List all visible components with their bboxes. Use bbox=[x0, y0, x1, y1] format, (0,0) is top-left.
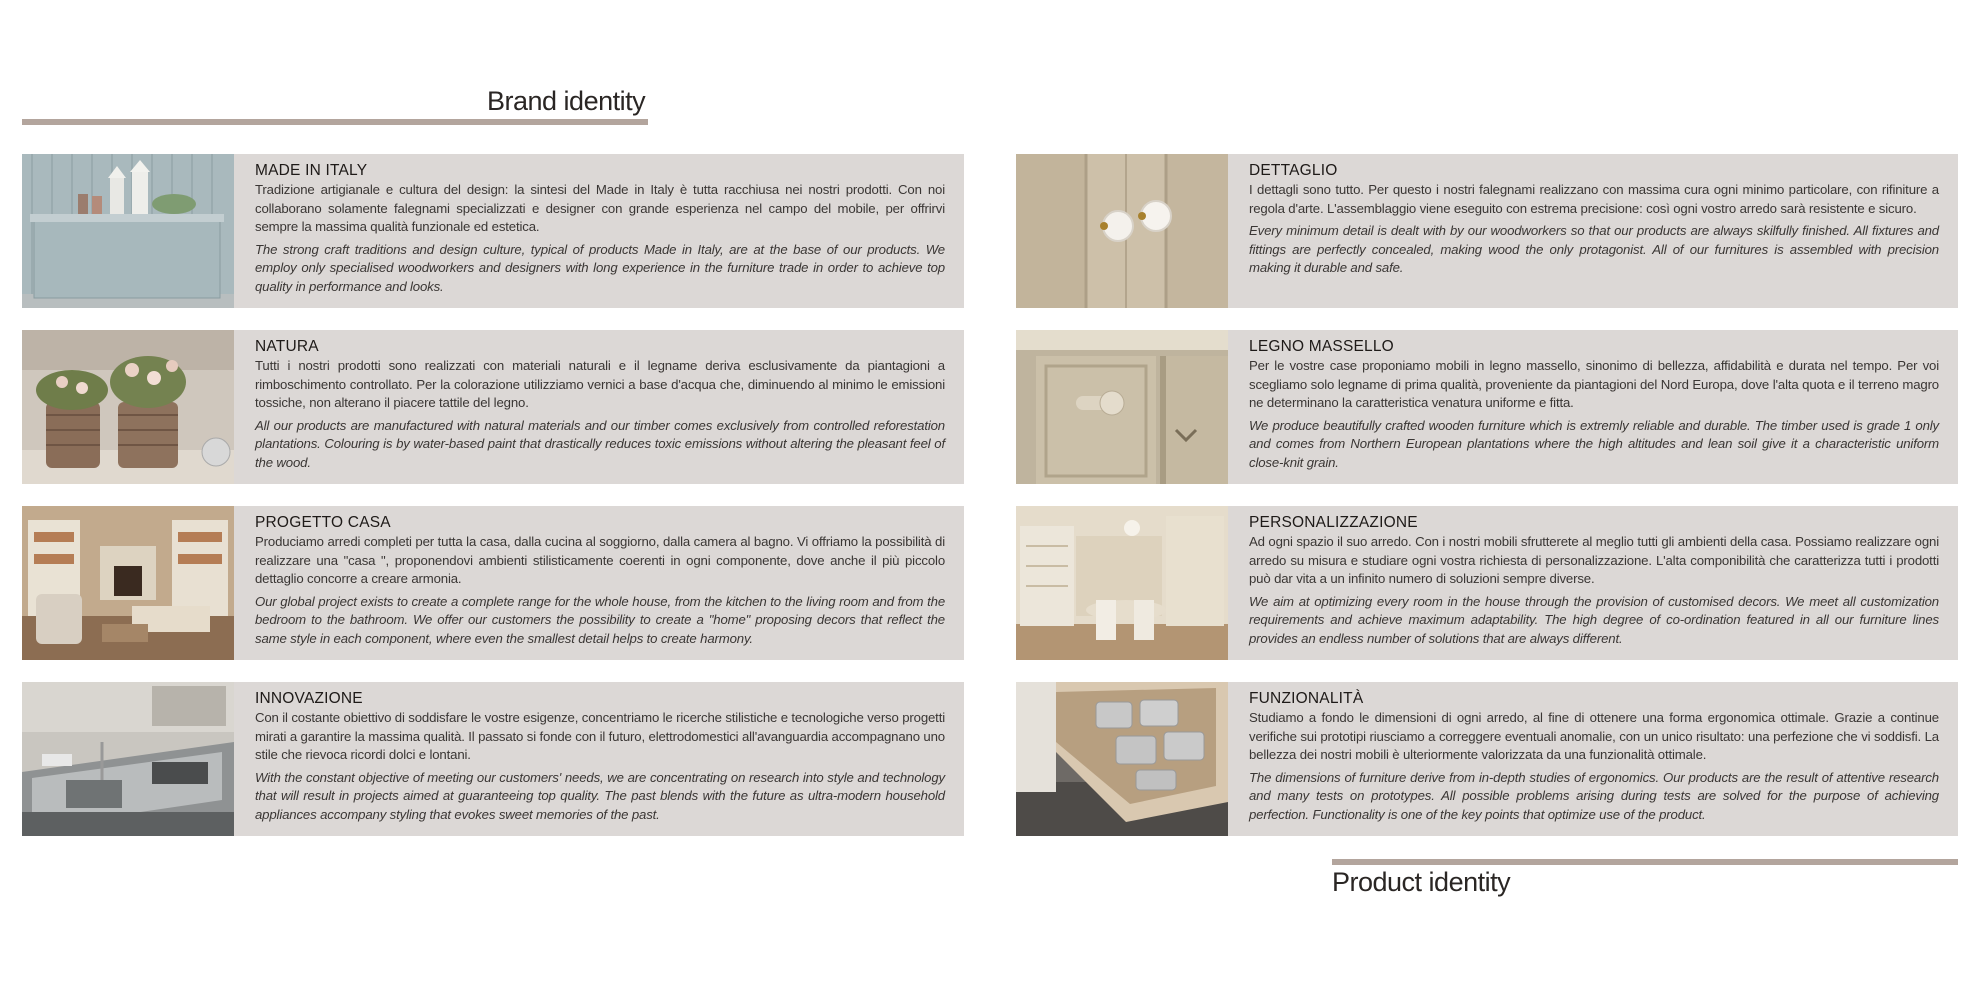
drawer-photo-icon bbox=[1016, 682, 1228, 836]
card-text-italian: Studiamo a fondo le dimensioni di ogni arredo, al fine di ottenere una forma ergonomica ottimale. Grazie a continue verifiche sui prototipi riusciamo a correggere eventuali anomalie, con un unico risultato: una perfezione che vi soddisfi. La bellezza dei nostri mobili è ulteriormente valorizzata da una funzionalità ottimale. bbox=[1249, 710, 1939, 763]
card-text-english: The dimensions of furniture derive from in-depth studies of ergonomics. Our products are the result of attentive research and many tests on prototypes. All possible problems arising during tests are solved for the purpose of achieving perfection. Functionality is one of the key points that optimize use of the product. bbox=[1249, 769, 1939, 822]
card-title: PROGETTO CASA bbox=[255, 514, 391, 531]
kitchen-photo-icon bbox=[22, 682, 234, 836]
card-innovazione bbox=[22, 682, 964, 836]
card-title: DETTAGLIO bbox=[1249, 162, 1338, 179]
living-room-photo-icon bbox=[22, 506, 234, 660]
chest-photo-icon bbox=[22, 154, 234, 308]
card-text-italian: I dettagli sono tutto. Per questo i nostri falegnami realizzano con massima cura ogni minimo particolare, con rifiniture a regola d'arte. L'assemblaggio viene eseguito con estrema precisione: così ogni vostro arredo sarà resistente e sicuro. bbox=[1249, 182, 1939, 216]
product-identity-rule bbox=[1332, 859, 1958, 865]
dining-room-photo-icon bbox=[1016, 506, 1228, 660]
card-text-english: The strong craft traditions and design culture, typical of products Made in Italy, are at the base of our products. We employ only specialised woodworkers and designers with long experience in the furniture trade in order to achieve top quality in performance and looks. bbox=[255, 241, 945, 294]
card-title: INNOVAZIONE bbox=[255, 690, 363, 707]
card-personalizzazione bbox=[1016, 506, 1958, 660]
brand-identity-title: Brand identity bbox=[487, 86, 646, 116]
card-text-english: With the constant objective of meeting our customers' needs, we are concentrating on research into style and technology that will result in projects aimed at guaranteeing top quality. The past blends with the future as ultra-modern household appliances accompany styling that evokes sweet memories of the past. bbox=[255, 769, 945, 822]
card-text-english: We produce beautifully crafted wooden furniture which is extremly reliable and durable. The timber used is grade 1 only and comes from Northern European plantations where the high altitudes and lean soil give it a characteristic uniform close-knit grain. bbox=[1249, 417, 1939, 470]
card-title: FUNZIONALITÀ bbox=[1249, 690, 1364, 707]
baskets-photo-icon bbox=[22, 330, 234, 484]
card-text-italian: Produciamo arredi completi per tutta la casa, dalla cucina al soggiorno, dalla camera al bagno. Vi offriamo la possibilità di realizzare una "casa ", proponendovi ambienti stilisticamente coerenti in ogni componente, dove anche il più piccolo dettaglio concorre a creare armonia. bbox=[255, 534, 945, 587]
card-made-in-italy bbox=[22, 154, 964, 308]
card-progetto-casa bbox=[22, 506, 964, 660]
card-text-english: Our global project exists to create a complete range for the whole house, from the kitchen to the living room and from the bedroom to the bathroom. We offer our customers the possibility to create a "home" proposing decors that reflect the same style in each component, where even the smallest detail helps to create harmony. bbox=[255, 593, 945, 646]
card-text-italian: Per le vostre case proponiamo mobili in legno massello, sinonimo di bellezza, affidabilità e durata nel tempo. Per voi scegliamo solo legname di prima qualità, proveniente da piantagioni del Nord Europa, dove l'alta quota e il terreno magro ne determinano la caratteristica venatura uniforme e fitta. bbox=[1249, 358, 1939, 411]
card-natura bbox=[22, 330, 964, 484]
card-text-italian: Ad ogni spazio il suo arredo. Con i nostri mobili sfrutterete al meglio tutti gli ambienti della casa. Possiamo realizzare ogni arredo su misura e studiare ogni vostra richiesta di personalizzazione. L'alta componibilità che caratterizza tutti i prodotti può dar vita a un infinito numero di soluzioni sempre diverse. bbox=[1249, 534, 1939, 587]
card-legno-massello bbox=[1016, 330, 1958, 484]
door-handle-photo-icon bbox=[1016, 330, 1228, 484]
card-text-english: Every minimum detail is dealt with by our woodworkers so that our products are always skilfully finished. All fixtures and fittings are perfectly concealed, making wood the only protagonist. All of our furnitures is assembled with precision making it durable and safe. bbox=[1249, 223, 1939, 276]
card-text-english: We aim at optimizing every room in the house through the provision of customised decors. We meet all customization requirements and achieve maximum adaptability. The high degree of co-ordination featured in all our furniture lines provides an endless number of solutions that are always different. bbox=[1249, 593, 1939, 646]
card-text-italian: Tutti i nostri prodotti sono realizzati con materiali naturali e il legname deriva esclusivamente da piantagioni a rimboschimento controllato. Per la colorazione utilizziamo vernici a base d'acqua che, diminuendo al minimo le emissioni tossiche, non alterano il piacere tattile del legno. bbox=[255, 358, 945, 411]
card-text-italian: Con il costante obiettivo di soddisfare le vostre esigenze, concentriamo le ricerche stilistiche e tecnologiche verso progetti mirati a garantire la massima qualità. Il passato si fonde con il futuro, elettrodomestici all'avanguardia accompagnano uno stile che rievoca ricordi dolci e lontani. bbox=[255, 710, 945, 763]
card-funzionalita bbox=[1016, 682, 1958, 836]
knobs-photo-icon bbox=[1016, 154, 1228, 308]
card-dettaglio bbox=[1016, 154, 1958, 308]
product-identity-title: Product identity bbox=[1332, 867, 1511, 897]
card-title: MADE IN ITALY bbox=[255, 162, 368, 179]
card-text-italian: Tradizione artigianale e cultura del design: la sintesi del Made in Italy è tutta racchiusa nei nostri prodotti. Con noi collaborano solamente falegnami specializzati e designer con grande esperienza nel campo del mobile, per offrirvi sempre la massima qualità funzionale ed estetica. bbox=[255, 182, 945, 235]
card-title: PERSONALIZZAZIONE bbox=[1249, 514, 1418, 531]
card-title: NATURA bbox=[255, 338, 319, 355]
card-text-english: All our products are manufactured with natural materials and our timber comes exclusively from controlled reforestation plantations. Colouring is by water-based paint that drastically reduces toxic emissions without altering the pleasant feel of the wood. bbox=[255, 417, 945, 470]
brand-identity-rule bbox=[22, 119, 648, 125]
card-title: LEGNO MASSELLO bbox=[1249, 338, 1394, 355]
